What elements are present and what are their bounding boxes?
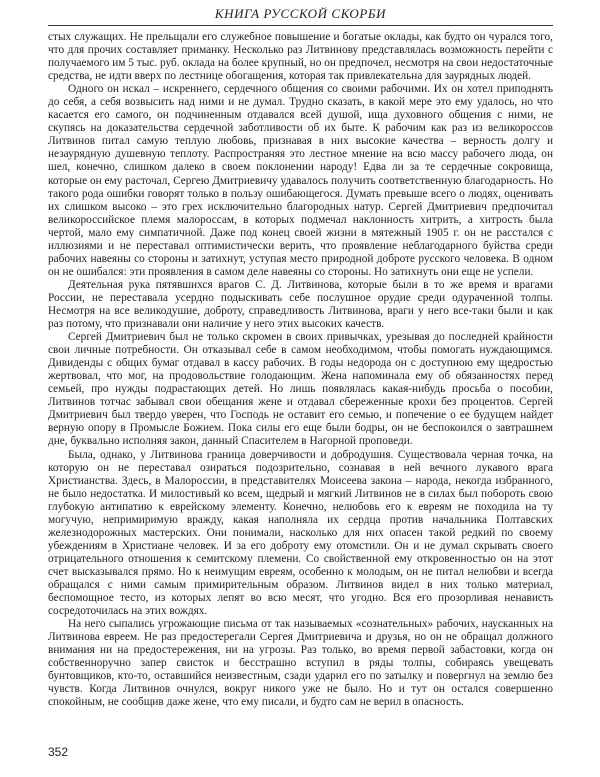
paragraph: Одного он искал – искреннего, сердечного общения со своими рабочими. Их он хотел приподнять до себя, а себя возвысить над ними и не думал. Трудно сказать, в какой мере это ему удалось, но что касается его самого, он подчиненным отдавался всей душой, ища духовного общения с ними, не скупясь на доказательства сердечной заботливости об их быте. К рабочим как раз из великороссов Литвинов питал самую теплую любовь, признавая в них высокие качества – верность долгу и незаурядную душевную теплоту. Распространяя это лестное мнение на всю массу рабочего люда, он шел, конечно, слишком далеко в своем поклонении народу! Едва ли за те сердечные сокровища, которые он ему расточал, Сергею Дмитриевичу удавалось получить соответственную благодарность. Но такого рода ошибки говорят только в пользу ошибающегося. Думать превыше всего о людях, оценивать их слишком высоко – это грех исключительно благородных натур. Сергей Дмитриевич предпочитал великороссийское племя малороссам, в которых подмечал наклонность хитрить, а хитрость была чертой, мало ему симпатичной. Даже под конец своей жизни в мятежный 1905 г. он не расстался с иллюзиями и не переставал оптимистически верить, что проявление неблагодарного буйства среди рабочих навеяны со стороны и затихнут, уступая место природной доброте русского человека. В одном он не ошибался: эти проявления в самом деле навеяны со стороны. Но затихнуть они еще не успели. — [48, 83, 553, 278]
running-header: КНИГА РУССКОЙ СКОРБИ — [214, 6, 387, 21]
paragraph-continued: стых служащих. Не прельщали его служебное повышение и богатые оклады, как будто он чурался того, что для прочих составляет приманку. Несколько раз Литвинову представлялась возможность перейти с получаемого им 5 тыс. руб. оклада на более крупный, но он предпочел, несмотря на свои недостаточные средства, не идти вверх по лестнице обогащения, которая так привлекательна для заурядных людей. — [48, 31, 553, 83]
paragraph: На него сыпались угрожающие письма от так называемых «сознательных» рабочих, наусканных на Литвинова евреем. Не раз предостерегали Сергея Дмитриевича и друзья, но он не обращал должного внимания ни на предостережения, ни на угрозы. Раз только, во время первой забастовки, когда он собственноручно запер свисток и бесстрашно вступил в ряды толпы, собираясь увещевать бунтовщиков, кто-то, оставшийся неизвестным, сзади ударил его по затылку и повергнул на землю без чувств. Когда Литвинов очнулся, вокруг никого уже не было. Но и тут он остался совершенно спокойным, не сообщив даже жене, что ему писали, и будто сам не верил в опасность. — [48, 618, 553, 709]
page-number: 352 — [48, 745, 69, 759]
header-rule — [48, 25, 553, 26]
paragraph: Была, однако, у Литвинова граница доверчивости и добродушия. Существовала черная точка, на которую он не переставал озираться подозрительно, сознавая в ней вечного лукавого врага Христианства. Здесь, в Малороссии, в представителях Моисеева закона – народа, некогда избранного, не было недостатка. И милостивый ко всем, щедрый и мягкий Литвинов не в силах был побороть свою глубокую антипатию к еврейскому элементу. Конечно, нелюбовь его к евреям не походила на ту могучую, непримиримую вражду, какая наполняла их сердца против начальника Полтавских железнодорожных мастерских. Они понимали, насколько для них опасен такой редкий по своему убеждениям в Христиане человек. И за его доброту ему отомстили. Он и не думал скрывать своего отрицательного отношения к семитскому племени. Со свойственной ему откровенностью он на этот счет высказывался прямо. Но к неимущим евреям, особенно к молодым, он не питал нелюбви и всегда обращался с ними самым примирительным образом. Литвинов видел в них только материал, беспомощное тесто, из которых лепят во всю месят, что угодно. Вся его прозорливая ненависть сосредоточилась на этих вождях. — [48, 448, 553, 618]
body-text — [48, 31, 553, 731]
paragraph: Деятельная рука пятявшихся врагов С. Д. Литвинова, которые были в то же время и врагами России, не переставала усердно подыскивать себе послушное орудие среди одураченной толпы. Несмотря на все великодушие, доброту, справедливость Литвинова, враги у него все-таки были и как раз потому, что признавали они наличие у него этих высоких качеств. — [48, 278, 553, 331]
paragraph: Сергей Дмитриевич был не только скромен в своих привычках, урезывая до последней крайности свои личные потребности. Он отказывал себе в самом необходимом, чтобы помогать нуждающимся. Дивиденды с общих бумаг отдавал в кассу рабочих. В годы недорода он с доступною ему щедростью жертвовал, что мог, на продовольствие голодающим. Жена напоминала ему об обязанностях перед семьей, про нужды подрастающих детей. Но лишь появлялась какая-нибудь просьба о пособии, Литвинов тотчас забывал свои обещания жене и отдавал сбереженные крохи без процентов. Сергей Дмитриевич был твердо уверен, что Господь не оставит его семью, и попечение о ее будущем найдет верную опору в Промысле Божием. Пока силы его еще были бодры, он не беспокоился о завтрашнем дне, буквально исполняя закон, данный Спасителем в Нагорной проповеди. — [48, 331, 553, 448]
